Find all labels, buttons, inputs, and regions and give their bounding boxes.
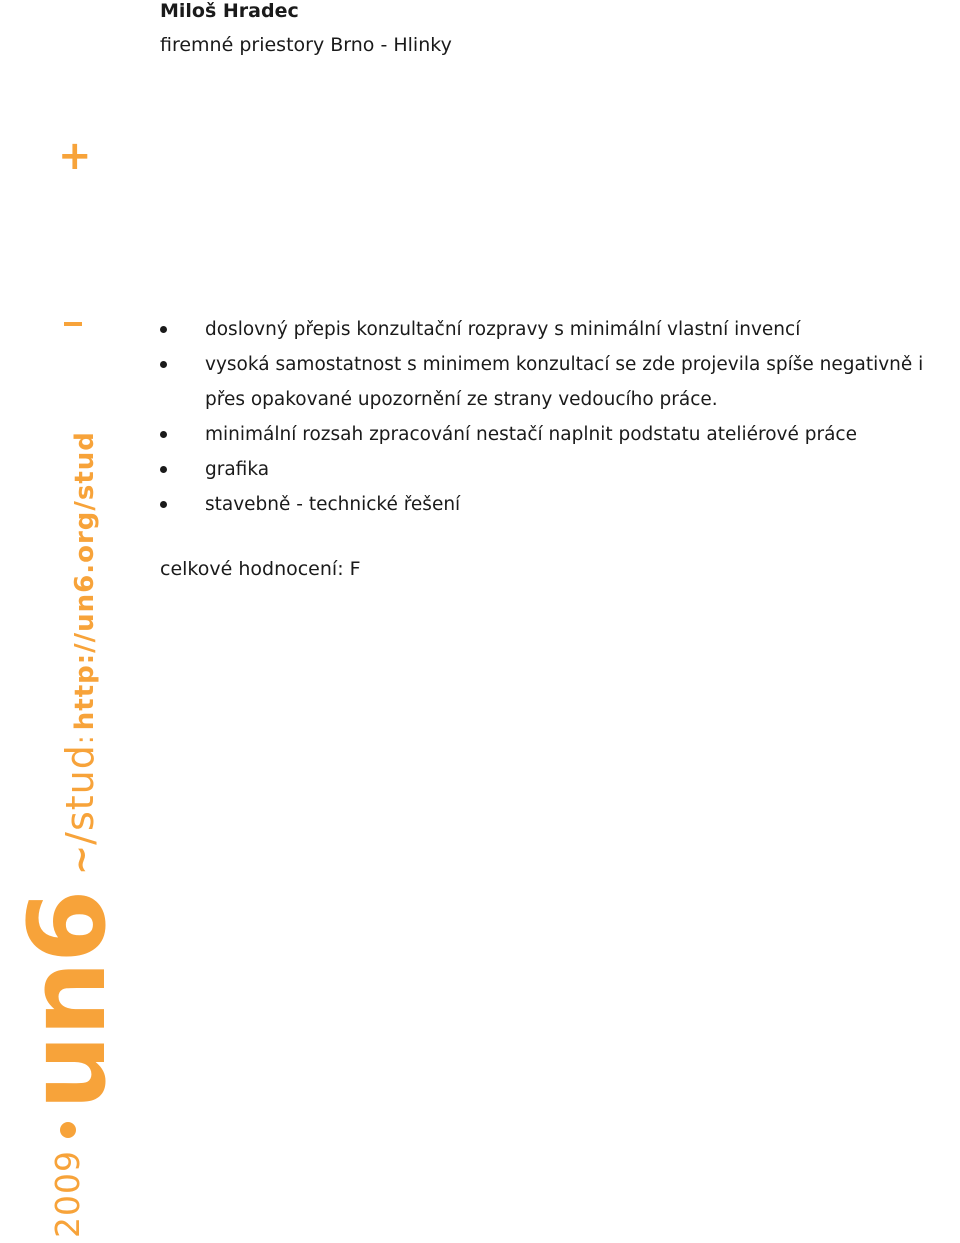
overall-grade: celkové hodnocení: F <box>160 558 361 580</box>
list-item: minimální rozsah zpracování nestačí naplnit podstatu ateliérové práce <box>160 417 960 452</box>
evaluation-list <box>160 312 960 522</box>
url-link[interactable]: http://un6.org/stud <box>70 431 100 731</box>
url-strip <box>58 431 102 875</box>
url-tilde: ~ <box>61 844 102 875</box>
list-item: doslovný přepis konzultační rozpravy s minimální vlastní invencí <box>160 312 960 347</box>
url-stud: /stud <box>58 744 102 845</box>
url-colon: : <box>70 735 100 745</box>
minus-icon <box>64 322 82 326</box>
list-item: grafika <box>160 452 960 487</box>
brand-year: 2009 <box>48 1150 87 1238</box>
brand-name: un6 <box>6 891 129 1111</box>
brand-dot-icon <box>60 1122 76 1138</box>
list-item: stavebně - technické řešení <box>160 487 960 522</box>
plus-icon: + <box>58 133 92 179</box>
list-item: vysoká samostatnost s minimem konzultací se zde projevila spíše negativně i přes opakované upozornění ze strany vedoucího práce. <box>160 347 960 417</box>
project-title: firemné priestory Brno - Hlinky <box>160 34 452 56</box>
brand-logo <box>6 891 129 1238</box>
author-name: Miloš Hradec <box>160 0 299 22</box>
